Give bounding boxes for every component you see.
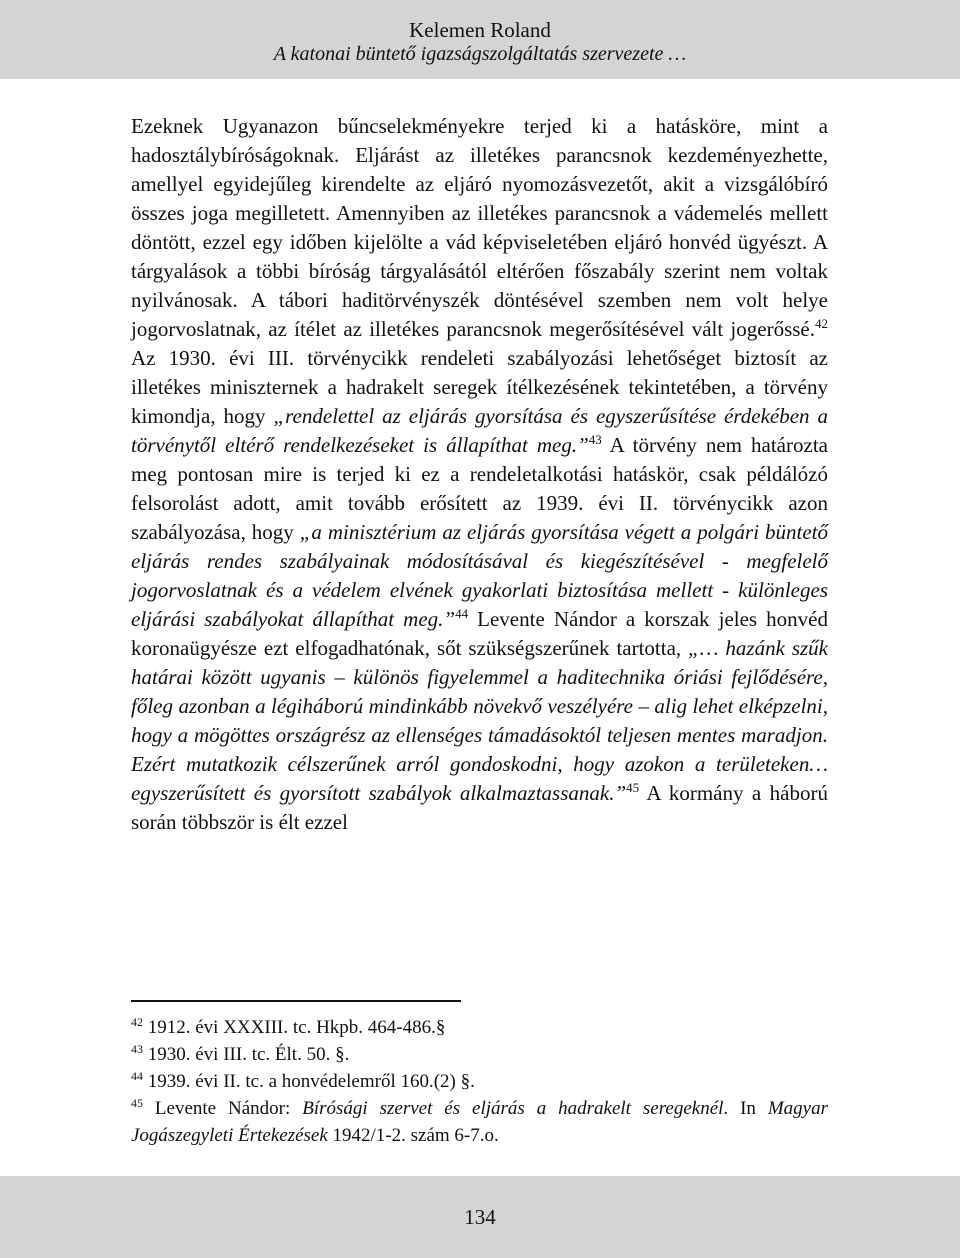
body-run-1: Ezeknek Ugyanazon bűncselekményekre terjed ki a hatásköre, mint a hadosztálybíróságoknak. Eljárást az illetékes parancsnok kezdeményezhette, amellyel egyidejűleg kirendelte az eljáró nyomozásvezetőt, akit a vizsgálóbíró összes joga megilletett. Amennyiben az illetékes parancsnok a vádemelés mellett döntött, ezzel egy időben kijelölte a vád képviseletében eljáró honvéd ügyészt. A tárgyalások a többi bíróság tárgyalásától eltérően főszabály szerint nem voltak nyilvánosak. A tábori haditörvényszék döntésével szemben nem volt helye jogorvoslatnak, az ítélet az illetékes parancsnok megerősítésével vált jogerőssé. — [131, 114, 828, 341]
body-run-5: A kormány a háború során többször is élt ezzel — [131, 781, 828, 834]
footnote-number-44: 44 — [131, 1069, 143, 1083]
body-paragraph — [131, 112, 828, 837]
footnote-ref-43: 43 — [588, 432, 602, 447]
footnote-number-42: 42 — [131, 1015, 143, 1029]
quote-1: „rendelettel az eljárás gyorsítása és egyszerűsítése érdekében a törvénytől eltérő rendelkezéseket is állapíthat meg.” — [131, 404, 828, 457]
footnote-number-45: 45 — [131, 1096, 143, 1110]
footnote-ref-44: 44 — [455, 606, 469, 621]
footnote-ref-45: 45 — [626, 780, 640, 795]
header-author: Kelemen Roland — [409, 18, 551, 42]
running-header — [0, 0, 960, 79]
footnote-number-43: 43 — [131, 1042, 143, 1056]
footnote-text-44: 1939. évi II. tc. a honvédelemről 160.(2) §. — [143, 1071, 475, 1092]
footnote-43 — [131, 1041, 828, 1068]
quote-2: „a minisztérium az eljárás gyorsítása végett a polgári büntető eljárás rendes szabályainak módosításával és kiegészítésével - megfelelő jogorvoslatnak és a védelem elvének gyakorlati biztosítása mellett - különleges eljárási szabályokat állapíthat meg.” — [131, 520, 828, 631]
footnote-45-author: Levente Nándor: — [143, 1098, 303, 1119]
footnote-text-42: 1912. évi XXXIII. tc. Hkpb. 464-486.§ — [143, 1017, 446, 1038]
footnotes — [131, 1014, 828, 1149]
footnote-45-in: . In — [723, 1098, 768, 1119]
footnote-44 — [131, 1068, 828, 1095]
footnote-ref-42: 42 — [815, 316, 828, 331]
footnote-45-work-title: Bírósági szervet és eljárás a hadrakelt seregeknél — [302, 1098, 724, 1119]
footnote-separator — [131, 1000, 461, 1002]
page-footer — [0, 1176, 960, 1258]
body-run-4: Levente Nándor a korszak jeles honvéd koronaügyésze ezt elfogadhatónak, sőt szükségszerűnek tartotta, — [131, 607, 828, 660]
body-run-3: A törvény nem határozta meg pontosan mire is terjed ki ez a rendeletalkotási hatáskör, csak példálózó felsorolást adott, amit tovább erősített az 1939. évi II. törvénycikk azon szabályozása, hogy — [131, 433, 828, 544]
body-run-2: Az 1930. évi III. törvénycikk rendeleti szabályozási lehetőséget biztosít az illetékes miniszternek a hadrakelt seregek ítélkezésének tekintetében, a törvény kimondja, hogy — [131, 346, 828, 428]
footnote-45-series-title: Magyar Jogászegyleti Értekezések — [131, 1098, 828, 1146]
body-text — [131, 112, 828, 837]
footnote-45 — [131, 1095, 828, 1149]
quote-3: „… hazánk szűk határai között ugyanis – különös figyelemmel a haditechnika óriási fejlődésére, főleg azonban a légiháború mindinkább növekvő veszélyére – alig lehet elképzelni, hogy a mögöttes országrész az ellenséges támadásoktól teljesen mentes maradjon. Ezért mutatkozik célszerűnek arról gondoskodni, hogy azokon a területeken… egyszerűsített és gyorsított szabályok alkalmaztassanak.” — [131, 636, 828, 805]
footnote-42 — [131, 1014, 828, 1041]
page-number: 134 — [464, 1205, 496, 1229]
footnote-text-43: 1930. évi III. tc. Élt. 50. §. — [143, 1044, 350, 1065]
header-title: A katonai büntető igazságszolgáltatás szervezete … — [273, 43, 687, 65]
footnote-45-issue: 1942/1-2. szám 6-7.o. — [327, 1125, 499, 1146]
